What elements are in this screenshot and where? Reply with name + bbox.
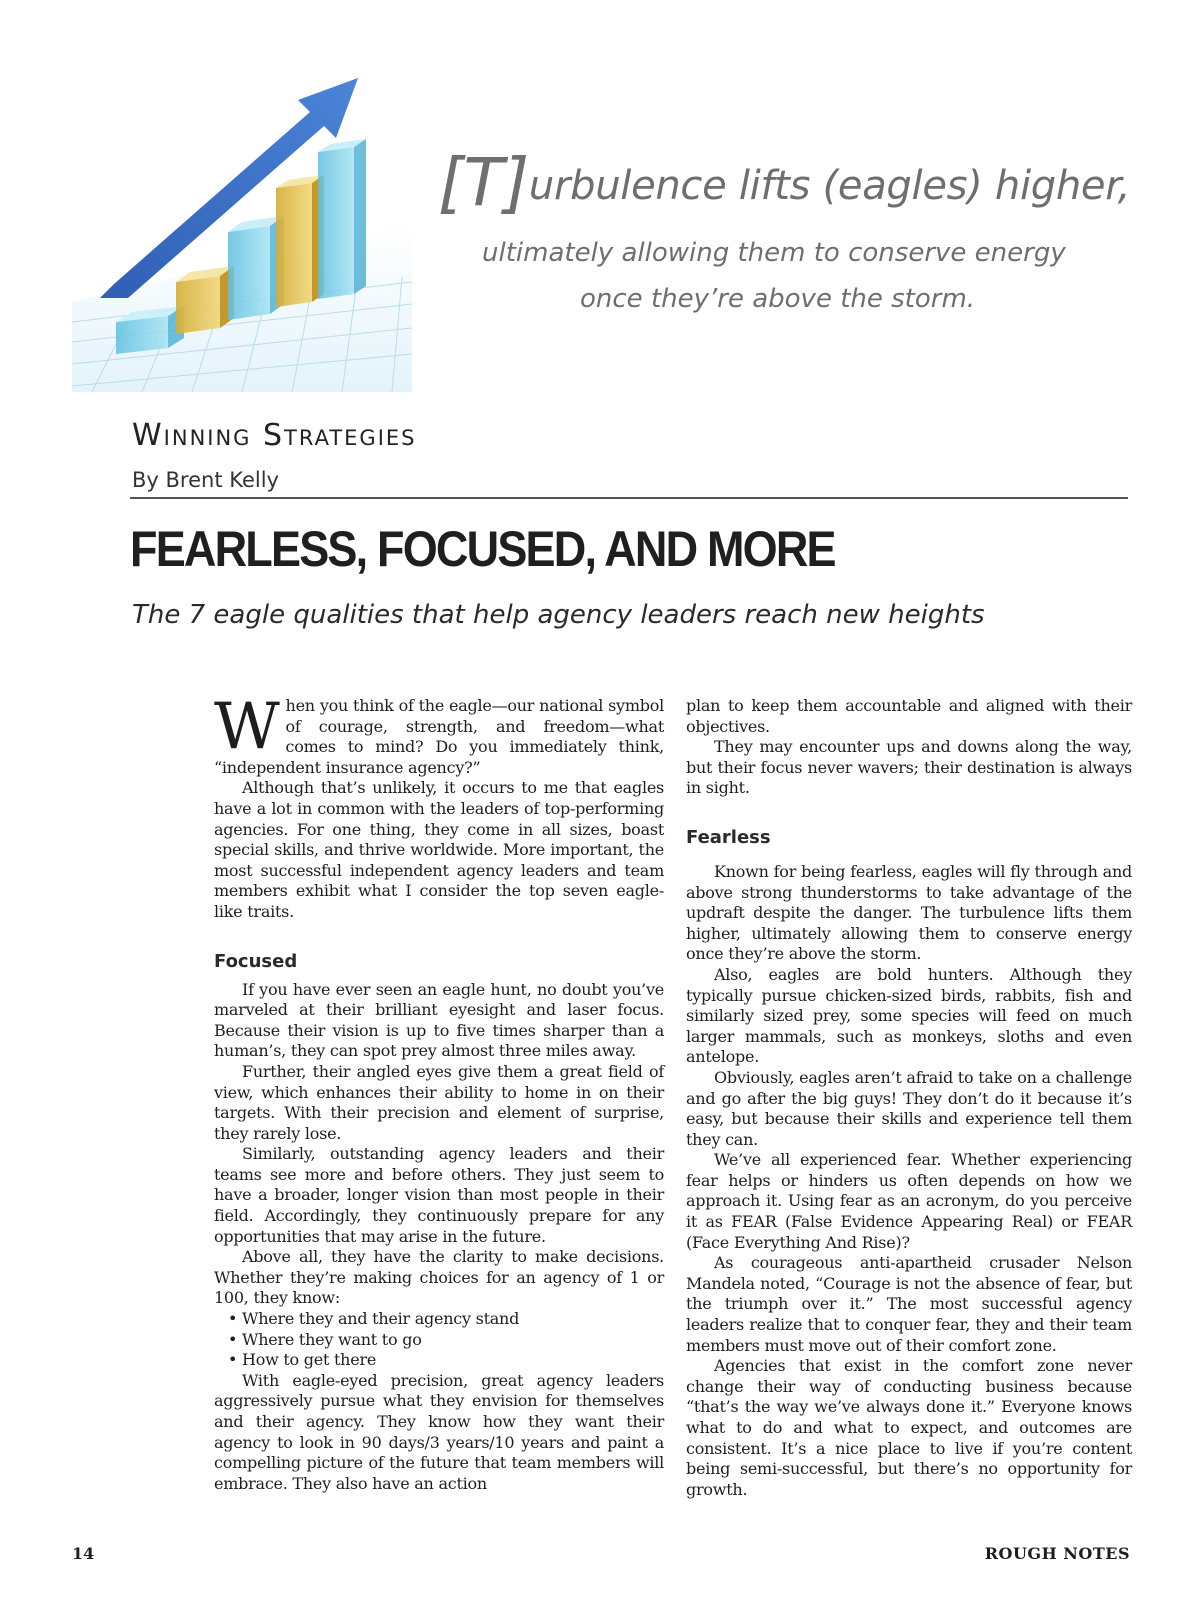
paragraph-15: Agencies that exist in the comfort zone never change their way of conducting business because “that’s the way we’ve always done it.” Everyone knows what to do and what to expect, and outcomes are consistent. It’s a nice place to live if you’re content being semi-successful, but there’s no opportunity for growth.	[686, 1356, 1132, 1499]
subhead-fearless: Fearless	[686, 826, 771, 848]
paragraph-9: They may encounter ups and downs along the way, but their focus never wavers; their destination is always in sight.	[686, 737, 1132, 798]
byline: By Brent Kelly	[132, 468, 279, 492]
paragraph-14: As courageous anti-apartheid crusader Nelson Mandela noted, “Courage is not the absence of fear, but the triumph over it.” The most successful agency leaders realize that to conquer fear, they and their team members must move out of their comfort zone.	[686, 1253, 1132, 1355]
list-item: • Where they want to go	[228, 1329, 422, 1349]
growth-chart-illustration	[72, 72, 412, 392]
body-column-left	[214, 690, 664, 1494]
paragraph-7: With eagle-eyed precision, great agency leaders aggressively pursue what they envision for themselves and their agency. They know how they want their agency to look in 90 days/3 years/10 years and paint a compelling picture of the future that team members will embrace. They also have an action	[214, 1370, 664, 1493]
body-column-right	[686, 696, 1132, 1500]
paragraph-10: Known for being fearless, eagles will fly through and above strong thunderstorms to take advantage of the updraft despite the danger. The turbulence lifts them higher, ultimately allowing them to conserve energy once they’re above the storm.	[686, 861, 1132, 964]
paragraph-2: Although that’s unlikely, it occurs to me that eagles have a lot in common with the leaders of top-performing agencies. For one thing, they come in all sizes, boast special skills, and thrive worldwide. More important, the most successful independent agency leaders and team members exhibit what I consider the top seven eagle-like traits.	[214, 778, 664, 921]
paragraph-13: We’ve all experienced fear. Whether experiencing fear helps or hinders us often depends on how we approach it. Using fear as an acronym, do you perceive it as FEAR (False Evidence Appearing Real) or FEAR (Face Everything And Rise)?	[686, 1150, 1132, 1252]
pull-quote-line-3: once they’re above the storm.	[580, 284, 976, 314]
bar-3	[228, 216, 284, 320]
headline: FEARLESS, FOCUSED, AND MORE	[130, 521, 835, 577]
paragraph-8: plan to keep them accountable and aligned with their objectives.	[686, 696, 1132, 736]
page-number: 14	[72, 1544, 95, 1563]
bar-2	[176, 266, 234, 334]
subhead-focused: Focused	[214, 950, 298, 972]
deck: The 7 eagle qualities that help agency leaders reach new heights	[132, 600, 985, 630]
paragraph-4: Further, their angled eyes give them a great field of view, which enhances their ability to home in on their targets. With their precision and element of surprise, they rarely lose.	[214, 1061, 664, 1143]
list-item: • Where they and their agency stand	[228, 1309, 520, 1329]
column-name: Winning Strategies	[132, 418, 417, 453]
publication-name: ROUGH NOTES	[984, 1544, 1130, 1563]
bar-4	[276, 175, 324, 307]
bar-5	[318, 139, 366, 299]
paragraph-6: Above all, they have the clarity to make decisions. Whether they’re making choices for an agency of 1 or 100, they know:	[214, 1247, 664, 1308]
drop-cap: W	[214, 690, 280, 764]
paragraph-5: Similarly, outstanding agency leaders and their teams see more and before others. They just seem to have a broader, longer vision than most people in their field. Accordingly, they continuously prepare for any opportunities that may arise in the future.	[214, 1144, 664, 1246]
paragraph-11: Also, eagles are bold hunters. Although they typically pursue chicken-sized birds, rabbits, fish and similarly sized prey, some species will feed on much larger mammals, such as monkeys, sloths and even antelope.	[686, 964, 1132, 1067]
paragraph-12: Obviously, eagles aren’t afraid to take on a challenge and go after the big guys! They don’t do it because it’s easy, but because their skills and experience tell them they can.	[686, 1067, 1132, 1149]
bullet-list	[214, 1309, 664, 1371]
paragraph-3: If you have ever seen an eagle hunt, no doubt you’ve marveled at their brilliant eyesight and laser focus. Because their vision is up to five times sharper than a human’s, they can spot prey almost three miles away.	[214, 979, 664, 1061]
pull-quote-line-1: [T]urbulence lifts (eagles) higher,	[438, 144, 1131, 221]
list-item: • How to get there	[228, 1350, 377, 1370]
pull-quote-line-2: ultimately allowing them to conserve energy	[482, 238, 1066, 268]
pull-quote-lead: [T]	[438, 144, 529, 221]
header-rule	[130, 497, 1128, 499]
paragraph-1: When you think of the eagle—our national symbol of courage, strength, and freedom—what comes to mind? Do you immediately think, “independent insurance agency?”	[214, 690, 664, 777]
